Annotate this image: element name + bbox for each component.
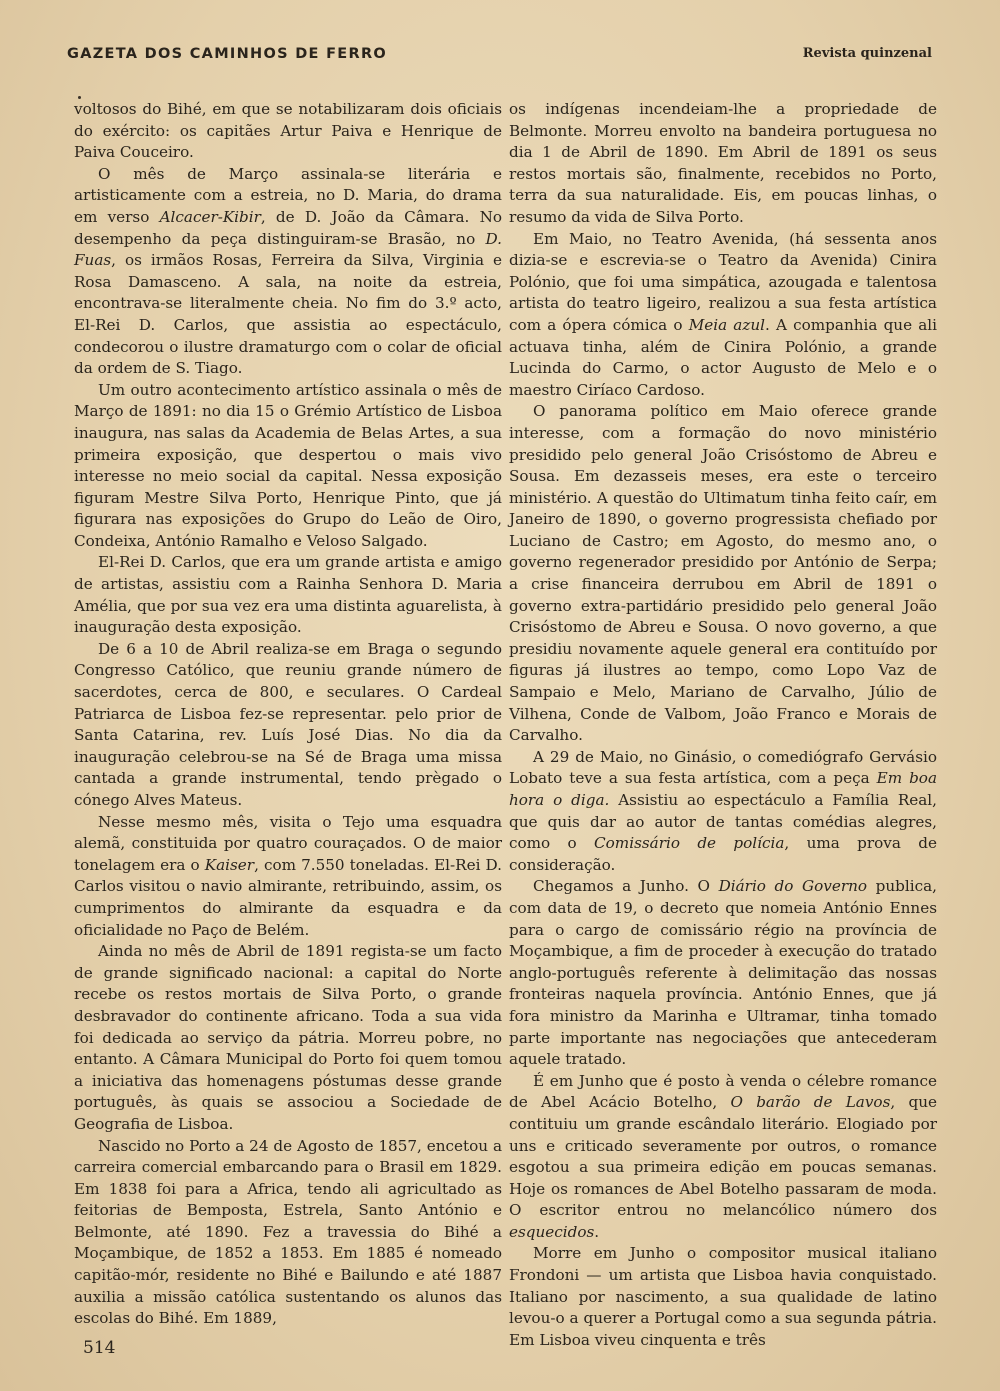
paragraph <box>509 1243 937 1351</box>
paragraph <box>74 552 502 638</box>
paragraph-text: . A companhia que ali actuava tinha, além de Cinira Polónio, a grande Lucinda do Carmo, o actor Augusto de Melo e o maestro Ciríaco Cardoso. <box>509 315 937 399</box>
paragraph <box>74 639 502 812</box>
italic-title: esquecidos <box>509 1222 595 1241</box>
italic-title: Kaiser <box>204 855 255 874</box>
paragraph <box>74 380 502 553</box>
paragraph-text: Em Maio, no Teatro Avenida, (há sessenta anos dizia-se e escrevia-se o Teatro da Avenida) Cinira Polónio, que foi uma simpática, azougada e talentosa artista do teatro ligeiro, realizou a sua festa artística com a ópera cómica o <box>509 229 937 334</box>
paragraph-text: voltosos do Bihé, em que se notabilizaram dois oficiais do exército: os capitães Artur Paiva e Henrique de Paiva Couceiro. <box>74 100 502 162</box>
paragraph-text: É em Junho que é posto à venda o célebre romance de Abel Acácio Botelho, <box>509 1071 937 1112</box>
paragraph-text: El-Rei D. Carlos, que era um grande artista e amigo de artistas, assistiu com a Rainha Senhora D. Maria Amélia, que por sua vez era uma distinta aguarelista, à inauguração desta exposição. <box>74 553 502 637</box>
journal-title: GAZETA DOS CAMINHOS DE FERRO <box>67 46 388 62</box>
paragraph-text: , com 7.550 toneladas. El-Rei D. Carlos visitou o navio almirante, retribuindo, assim, os cumprimentos do almirante da esquadra e da oficialidade no Paço de Belém. <box>74 855 502 939</box>
paragraph <box>74 812 502 942</box>
paragraph-text: , que contituiu um grande escândalo literário. Elogiado por uns e criticado severamente por outros, o romance esgotou a sua primeira edição em poucas semanas. Hoje os romances de Abel Botelho passaram de moda. O escritor entrou no melancólico número dos <box>509 1093 937 1220</box>
paragraph-text: A 29 de Maio, no Ginásio, o comediógrafo Gervásio Lobato teve a sua festa artística, com a peça <box>509 747 937 788</box>
right-column <box>509 99 937 1351</box>
italic-title: O barão de Lavos <box>730 1093 891 1112</box>
page-number: 514 <box>83 1338 116 1358</box>
paragraph <box>509 401 937 747</box>
paragraph <box>509 1071 937 1244</box>
paragraph-text: . <box>594 1222 600 1241</box>
paragraph <box>74 164 502 380</box>
italic-title: Alcacer-Kibir <box>159 207 261 226</box>
paragraph <box>509 229 937 402</box>
paragraph-text: De 6 a 10 de Abril realiza-se em Braga o segundo Congresso Católico, que reuniu grande número de sacerdotes, cerca de 800, e seculares. O Cardeal Patriarca de Lisboa fez-se representar. pelo prior de Santa Catarina, rev. Luís José Dias. No dia da inauguração celebrou-se na Sé de Braga uma missa cantada a grande instrumental, tendo prègado o cónego Alves Mateus. <box>74 639 502 809</box>
paragraph-text: O panorama político em Maio oferece grande interesse, com a formação do novo ministério presidido pelo general João Crisóstomo de Abreu e Sousa. Em dezasseis meses, era este o terceiro ministério. A questão do Ultimatum tinha feito caír, em Janeiro de 1890, o governo progressista chefiado por Luciano de Castro; em Agosto, do mesmo ano, o governo regenerador presidido por António de Serpa; a crise financeira derrubou em Abril de 1891 o governo extra-partidário presidido pelo general João Crisóstomo de Abreu e Sousa. O novo governo, a que presidiu novamente aquele general era contituído por figuras já ilustres ao tempo, como Lopo Vaz de Sampaio e Melo, Mariano de Carvalho, Júlio de Vilhena, Conde de Valbom, João Franco e Morais de Carvalho. <box>509 402 937 745</box>
paragraph-text: , os irmãos Rosas, Ferreira da Silva, Virginia e Rosa Damasceno. A sala, na noite da estreia, encontrava-se literalmente cheia. No fim do 3.º acto, El-Rei D. Carlos, que assistia ao espectáculo, condecorou o ilustre dramaturgo com o colar de oficial da ordem de S. Tiago. <box>74 251 502 378</box>
paragraph <box>74 99 502 164</box>
paragraph-text: Morre em Junho o compositor musical italiano Frondoni — um artista que Lisboa havia conquistado. Italiano por nascimento, a sua qualidade de latino levou-o a querer a Portugal como a sua segunda pátria. Em Lisboa viveu cinquenta e três <box>509 1244 937 1349</box>
paragraph <box>74 1136 502 1330</box>
paragraph-text: , de D. João da Câmara. No desempenho da peça distinguiram-se Brasão, no <box>74 207 502 248</box>
paragraph-text: , uma prova de consideração. <box>509 834 937 874</box>
paragraph <box>509 876 937 1070</box>
left-column <box>74 99 502 1330</box>
italic-title: Em boa hora o diga. <box>509 769 937 809</box>
paragraph-text: Chegamos a Junho. O <box>533 877 719 896</box>
paragraph <box>509 747 937 877</box>
paragraph-text: O mês de Março assinala-se literária e artisticamente com a estreia, no D. Maria, do drama em verso <box>74 164 502 226</box>
italic-title: Meia azul <box>688 315 765 334</box>
paragraph-text: publica, com data de 19, o decreto que nomeia António Ennes para o cargo de comissário régio na província de Moçambique, a fim de proceder à execução do tratado anglo-português referente à delimitação das nossas fronteiras naquela província. António Ennes, que já fora ministro da Marinha e Ultramar, tinha tomado parte importante nas negociações que antecederam aquele tratado. <box>509 877 937 1069</box>
paragraph-text: Nesse mesmo mês, visita o Tejo uma esquadra alemã, constituida por quatro couraçados. O de maior tonelagem era o <box>74 812 502 874</box>
paragraph-text: Ainda no mês de Abril de 1891 regista-se um facto de grande significado nacional: a capital do Norte recebe os restos mortais de Silva Porto, o grande desbravador do continente africano. Toda a sua vida foi dedicada ao serviço da pátria. Morreu pobre, no entanto. A Câmara Municipal do Porto foi quem tomou a iniciativa das homenagens póstumas desse grande português, às quais se associou a Sociedade de Geografia de Lisboa. <box>74 942 502 1133</box>
italic-title: D. Fuas <box>74 229 502 270</box>
italic-title: Diário do Governo <box>718 877 868 896</box>
paragraph-text: os indígenas incendeiam-lhe a propriedade de Belmonte. Morreu envolto na bandeira portuguesa no dia 1 de Abril de 1890. Em Abril de 1891 os seus restos mortais são, finalmente, recebidos no Porto, terra da sua naturalidade. Eis, em poucas linhas, o resumo da vida de Silva Porto. <box>509 100 937 226</box>
paragraph-text: Nascido no Porto a 24 de Agosto de 1857, encetou a carreira comercial embarcando para o Brasil em 1829. Em 1838 foi para a Africa, tendo ali agricultado as feitorias de Bemposta, Estrela, Santo António e Belmonte, até 1890. Fez a travessia do Bihé a Moçambique, de 1852 a 1853. Em 1885 é nomeado capitão-mór, residente no Bihé e Bailundo e até 1887 auxilia a missão católica sustentando os alunos das escolas do Bihé. Em 1889, <box>74 1136 502 1328</box>
paragraph <box>74 941 502 1135</box>
italic-title: Comissário de polícia <box>594 834 785 853</box>
journal-subtitle: Revista quinzenal <box>802 46 932 61</box>
paragraph-text: Um outro acontecimento artístico assinala o mês de Março de 1891: no dia 15 o Grémio Artístico de Lisboa inaugura, nas salas da Academia de Belas Artes, a sua primeira exposição, que despertou o mais vivo interesse no meio social da capital. Nessa exposição figuram Mestre Silva Porto, Henrique Pinto, que já figurara nas exposições do Grupo do Leão de Oiro, Condeixa, António Ramalho e Veloso Salgado. <box>74 380 502 550</box>
paragraph-text: Assistiu ao espectáculo a Família Real, que quis dar ao autor de tantas comédias alegres, como o <box>509 791 937 853</box>
paragraph <box>509 99 937 229</box>
